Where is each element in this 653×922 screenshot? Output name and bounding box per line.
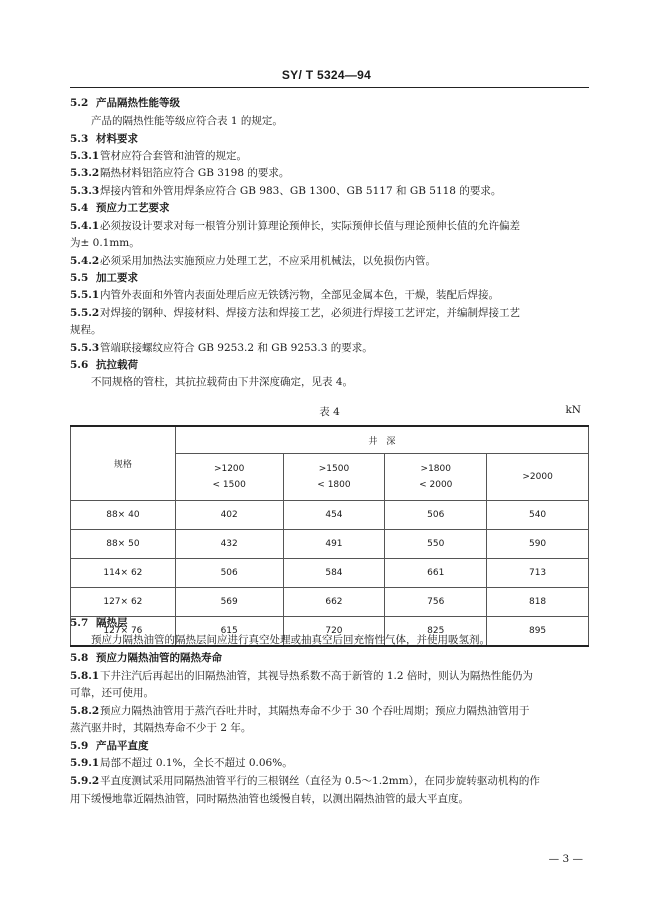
page-number: — 3 — [548, 853, 583, 865]
range-lower: >1200 [213, 464, 245, 474]
clause-5-5-2-continuation: 规程。 [70, 324, 102, 336]
clause-text: 对焊接的钢种、焊接材料、焊接方法和焊接工艺，必须进行焊接工艺评定，并编制焊接工艺 [100, 307, 520, 319]
value-cell: 569 [175, 588, 283, 617]
value-cell: 662 [283, 588, 385, 617]
section-number: 5.9 [70, 740, 89, 752]
value-cell: 818 [487, 588, 589, 617]
section-title: 产品隔热性能等级 [96, 97, 180, 109]
table-header-row [71, 426, 589, 454]
section-number: 5.4 [70, 202, 89, 214]
value-cell: 540 [487, 501, 589, 530]
clause-text: 局部不超过 0.1%，全长不超过 0.06%。 [100, 757, 293, 769]
clause-number: 5.3.1 [70, 150, 100, 162]
section-5-6-body: 不同规格的管柱，其抗拉载荷由下井深度确定，见表 4。 [91, 376, 354, 388]
clause-text: 必须按设计要求对每一根管分别计算理论预伸长，实际预伸长值与理论预伸长值的允许偏差 [100, 220, 520, 232]
clause-number: 5.9.1 [70, 757, 100, 769]
section-number: 5.7 [70, 617, 89, 629]
clause-number: 5.4.2 [70, 255, 100, 267]
section-5-7-heading [70, 617, 589, 630]
header-rule [70, 87, 589, 88]
clause-number: 5.9.2 [70, 775, 100, 787]
clause-number: 5.8.1 [70, 670, 100, 682]
clause-text: 管端联接螺纹应符合 GB 9253.2 和 GB 9253.3 的要求。 [100, 342, 373, 354]
table-caption: 表 4 [319, 406, 340, 418]
clause-text: 焊接内管和外管用焊条应符合 GB 983、GB 1300、GB 5117 和 GB 5118 的要求。 [100, 185, 502, 197]
value-cell: 615 [175, 617, 283, 647]
clause-5-8-2 [70, 705, 589, 718]
range-cell [283, 454, 385, 501]
clause-5-3-2 [70, 167, 589, 180]
range-upper: < 2000 [419, 480, 453, 490]
value-cell: 402 [175, 501, 283, 530]
section-number: 5.8 [70, 652, 89, 664]
clause-number: 5.5.2 [70, 307, 100, 319]
value-cell: 661 [385, 559, 487, 588]
range-lower: >1800 [420, 464, 451, 474]
clause-number: 5.5.1 [70, 289, 100, 301]
value-cell: 590 [487, 530, 589, 559]
clause-5-4-1 [70, 220, 589, 233]
clause-5-4-1-continuation: 为± 0.1mm。 [70, 237, 140, 249]
table-row [71, 588, 589, 617]
range-lower: >1500 [318, 464, 350, 474]
section-5-6-heading [70, 359, 589, 372]
value-cell: 506 [385, 501, 487, 530]
value-cell: 825 [385, 617, 487, 647]
section-number: 5.2 [70, 97, 89, 109]
table-row [71, 559, 589, 588]
spec-cell: 114× 62 [71, 559, 176, 588]
section-5-4-heading [70, 202, 589, 215]
value-cell: 756 [385, 588, 487, 617]
range-lower: >2000 [522, 472, 553, 482]
clause-number: 5.5.3 [70, 342, 100, 354]
table-row [71, 530, 589, 559]
section-5-2-heading [70, 97, 589, 110]
table-row [71, 501, 589, 530]
section-title: 产品平直度 [96, 740, 149, 752]
value-cell: 550 [385, 530, 487, 559]
value-cell: 506 [175, 559, 283, 588]
section-5-7-body: 预应力隔热油管的隔热层间应进行真空处理或抽真空后回充惰性气体，并使用吸氢剂。 [91, 634, 490, 646]
section-5-3-heading [70, 133, 589, 146]
clause-number: 5.8.2 [70, 705, 100, 717]
value-cell: 454 [283, 501, 385, 530]
spec-cell: 88× 50 [71, 530, 176, 559]
clause-text: 下井注汽后再起出的旧隔热油管，其视导热系数不高于新管的 1.2 倍时，则认为隔热性能仍为 [100, 670, 533, 682]
clause-5-9-2-continuation: 用下缓慢地靠近隔热油管，同时隔热油管也缓慢自转，以测出隔热油管的最大平直度。 [70, 793, 469, 805]
clause-5-8-1-continuation: 可靠，还可使用。 [70, 687, 154, 699]
section-5-5-heading [70, 272, 589, 285]
clause-5-5-3 [70, 342, 589, 355]
section-title: 材料要求 [96, 133, 138, 145]
table-unit: kN [565, 404, 581, 416]
section-title: 隔热层 [96, 617, 128, 629]
spec-cell: 88× 40 [71, 501, 176, 530]
section-5-2-body: 产品的隔热性能等级应符合表 1 的规定。 [91, 115, 283, 127]
section-title: 预应力隔热油管的隔热寿命 [96, 652, 222, 664]
clause-text: 平直度测试采用同隔热油管平行的三根钢丝（直径为 0.5～1.2mm），在同步旋转驱动机构的作 [100, 775, 540, 787]
clause-text: 内管外表面和外管内表面处理后应无铁锈污物，全部见金属本色，干燥，装配后焊接。 [100, 289, 499, 301]
page-header-code: SY/ T 5324—94 [281, 68, 372, 82]
spec-cell: 127× 76 [71, 617, 176, 647]
value-cell: 491 [283, 530, 385, 559]
clause-text: 必须采用加热法实施预应力处理工艺，不应采用机械法，以免损伤内管。 [100, 255, 436, 267]
clause-5-5-2 [70, 307, 589, 320]
range-cell [175, 454, 283, 501]
section-number: 5.6 [70, 359, 89, 371]
depth-header: 井 深 [175, 426, 588, 454]
clause-number: 5.4.1 [70, 220, 100, 232]
range-cell [487, 454, 589, 501]
value-cell: 720 [283, 617, 385, 647]
value-cell: 713 [487, 559, 589, 588]
section-5-8-heading [70, 652, 589, 665]
value-cell: 895 [487, 617, 589, 647]
section-number: 5.3 [70, 133, 89, 145]
clause-number: 5.3.2 [70, 167, 100, 179]
value-cell: 584 [283, 559, 385, 588]
section-number: 5.5 [70, 272, 89, 284]
clause-5-4-2 [70, 255, 589, 268]
range-upper: < 1800 [317, 480, 351, 490]
range-upper: < 1500 [212, 480, 246, 490]
section-title: 抗拉载荷 [96, 359, 138, 371]
section-title: 预应力工艺要求 [96, 202, 170, 214]
clause-5-3-1 [70, 150, 589, 163]
clause-text: 预应力隔热油管用于蒸汽吞吐井时，其隔热寿命不少于 30 个吞吐周期；预应力隔热油管用于 [100, 705, 530, 717]
clause-5-8-1 [70, 670, 589, 683]
clause-5-8-2-continuation: 蒸汽驱井时，其隔热寿命不少于 2 年。 [70, 722, 252, 734]
table-4 [70, 425, 589, 647]
section-title: 加工要求 [96, 272, 138, 284]
range-cell [385, 454, 487, 501]
value-cell: 432 [175, 530, 283, 559]
clause-text: 隔热材料铝箔应符合 GB 3198 的要求。 [100, 167, 290, 179]
spec-header: 规格 [71, 426, 176, 501]
section-5-9-heading [70, 740, 589, 753]
clause-5-3-3 [70, 185, 589, 198]
clause-5-9-1 [70, 757, 589, 770]
clause-number: 5.3.3 [70, 185, 100, 197]
spec-cell: 127× 62 [71, 588, 176, 617]
clause-5-9-2 [70, 775, 589, 788]
clause-text: 管材应符合套管和油管的规定。 [100, 150, 247, 162]
clause-5-5-1 [70, 289, 589, 302]
